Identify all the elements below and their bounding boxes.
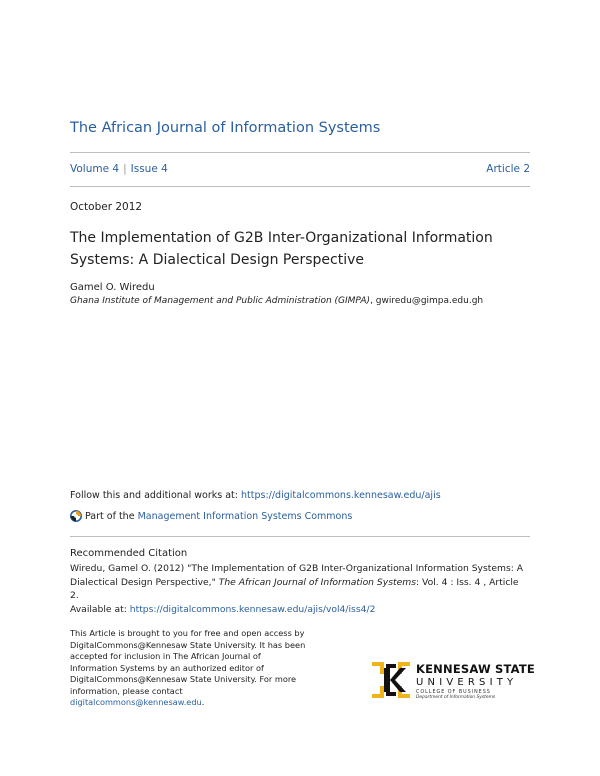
part-of-line [70, 510, 352, 522]
period: . [201, 697, 205, 707]
follow-prefix: Follow this and additional works at: [70, 490, 241, 501]
article-url-link[interactable]: https://digitalcommons.kennesaw.edu/ajis/vol4/iss4/2 [129, 603, 376, 615]
logo-wordmark [416, 662, 535, 700]
access-notice [70, 628, 310, 709]
university-logo [370, 658, 535, 708]
available-prefix: Available at: [70, 603, 130, 615]
issue-meta-row [70, 163, 530, 175]
cover-page [70, 0, 535, 776]
citation-end: : Vol. 4 : Iss. 4 , Article 2. [70, 576, 519, 601]
affiliation-name: Ghana Institute of Management and Public Administration (GIMPA) [70, 296, 371, 306]
logo-department: Department of Information Systems [416, 695, 496, 700]
partof-prefix: Part of the [85, 510, 135, 522]
logo-university: UNIVERSITY [416, 677, 518, 688]
separator: | [123, 163, 127, 175]
ksu-emblem-icon [370, 660, 412, 700]
divider [70, 186, 530, 187]
author-affiliation [70, 296, 483, 306]
divider [70, 536, 530, 537]
collection-link[interactable]: https://digitalcommons.kennesaw.edu/ajis [241, 490, 441, 501]
citation-start: Wiredu, Gamel O. (2012) "The Implementation of G2B Inter-Organizational Information Systems: A Dialectical Design Perspective," [70, 563, 524, 588]
article-link[interactable]: Article 2 [486, 163, 530, 175]
contact-email-link[interactable]: digitalcommons@kennesaw.edu [70, 697, 202, 707]
logo-college: COLLEGE OF BUSINESS [416, 690, 491, 695]
network-icon [70, 510, 82, 522]
access-text: This Article is brought to you for free and open access by DigitalCommons@Kennesaw State University. It has been accepted for inclusion in The African Journal of Information Systems by an authorized editor of DigitalCommons@Kennesaw State University. For more information, please contact [70, 628, 306, 696]
logo-name: KENNESAW STATE [416, 662, 535, 676]
publication-date: October 2012 [70, 201, 143, 213]
divider [70, 152, 530, 153]
author-email: , gwiredu@gimpa.edu.gh [370, 296, 484, 306]
commons-link[interactable]: Management Information Systems Commons [137, 510, 353, 522]
author-name: Gamel O. Wiredu [70, 282, 155, 293]
citation-heading: Recommended Citation [70, 548, 188, 559]
citation-journal: The African Journal of Information Systems [218, 576, 416, 588]
follow-line [70, 490, 441, 501]
volume-link[interactable]: Volume 4 [70, 163, 120, 175]
article-title: The Implementation of G2B Inter-Organizational Information Systems: A Dialectical Design Perspective [70, 230, 493, 268]
issue-link[interactable]: Issue 4 [130, 163, 168, 175]
journal-title[interactable]: The African Journal of Information Systems [70, 120, 381, 136]
citation-text [70, 562, 530, 616]
